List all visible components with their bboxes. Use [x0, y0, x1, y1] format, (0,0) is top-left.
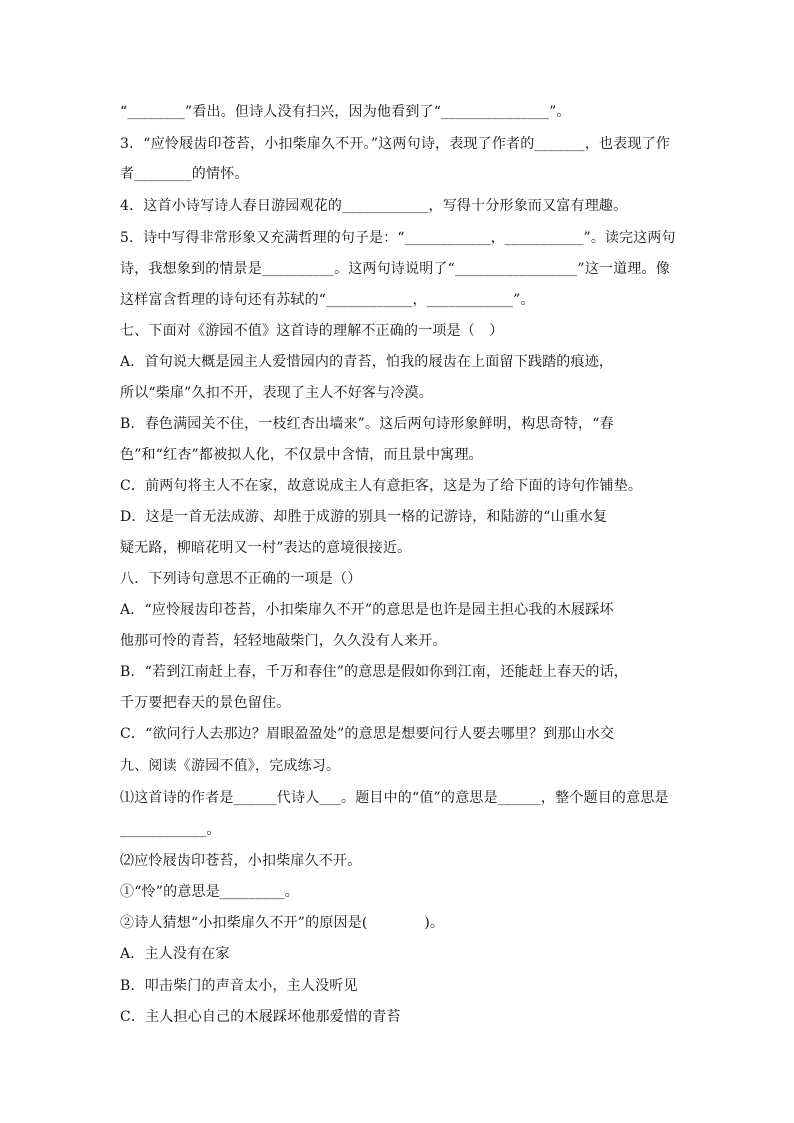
- question-4: 4．这首小诗写诗人春日游园观花的____________，写得十分形象而又富有理趣。: [120, 198, 628, 214]
- section-7-option-a-line-2: 所以“柴扉”久扣不开，表现了主人不好客与冷漠。: [120, 385, 433, 401]
- section-7-option-b-line-1: B．春色满园关不住，一枝红杏出墙来”。这后两句诗形象鲜明，构思奇特，“春: [120, 416, 614, 432]
- section-9-question-2: ⑵应怜屐齿印苍苔，小扣柴扉久不开。: [120, 853, 362, 869]
- section-7-option-a-line-1: A．首句说大概是园主人爱惜园内的青苔，怕我的屐齿在上面留下践踏的痕迹，: [120, 354, 614, 370]
- text-line: “________”看出。但诗人没有扫兴，因为他看到了“_______________”。: [120, 104, 571, 120]
- section-9-question-1-line-2: ____________。: [120, 822, 221, 838]
- section-8-heading: 八．下列诗句意思不正确的一项是（）: [120, 571, 362, 587]
- section-8-option-a-line-1: A．“应怜屐齿印苍苔，小扣柴扉久不开”的意思是也许是园主担心我的木屐踩坏: [120, 602, 614, 618]
- section-9-question-1-line-1: ⑴这首诗的作者是______代诗人___。题目中的“值”的意思是______，整个题目的意思是: [120, 790, 669, 806]
- section-9-option-b: B．叩击柴门的声音太小，主人没听见: [120, 978, 358, 994]
- section-7-option-c: C．前两句将主人不在家，故意说成主人有意拒客，这是为了给下面的诗句作铺垫。: [120, 478, 643, 494]
- section-7-heading: 七、下面对《游园不值》这首诗的理解不正确的一项是（ ）: [120, 323, 504, 339]
- question-5-line-3: 这样富含哲理的诗句还有苏轼的“____________，____________”。: [120, 292, 535, 308]
- section-9-sub-2: ②诗人猜想“小扣柴扉久不开”的原因是( )。: [120, 915, 445, 931]
- section-8-option-b-line-2: 千万要把春天的景色留住。: [120, 695, 291, 711]
- section-8-option-a-line-2: 他那可怜的青苔，轻轻地敲柴门，久久没有人来开。: [120, 633, 447, 649]
- section-8-option-b-line-1: B．“若到江南赶上春，千万和春住”的意思是假如你到江南，还能赶上春天的话，: [120, 664, 629, 680]
- section-9-heading: 九、阅读《游园不值》，完成练习。: [120, 758, 341, 774]
- question-5-line-1: 5．诗中写得非常形象又充满哲理的句子是：“____________，___________”。读完这两句: [120, 230, 676, 246]
- section-7-option-d-line-2: 疑无路，柳暗花明又一村”表达的意境很接近。: [120, 540, 412, 556]
- section-9-option-c: C．主人担心自己的木屐踩坏他那爱惜的青苔: [120, 1009, 401, 1025]
- question-3-line-2: 者________的情怀。: [120, 166, 249, 182]
- question-5-line-2: 诗，我想象到的情景是__________。这两句诗说明了“_________________”这一道理。像: [120, 261, 670, 277]
- section-9-sub-1: ①“怜”的意思是_________。: [120, 884, 299, 900]
- section-7-option-d-line-1: D．这是一首无法成游、却胜于成游的别具一格的记游诗，和陆游的“山重水复: [120, 509, 608, 525]
- section-7-option-b-line-2: 色”和“红杏”都被拟人化，不仅景中含情，而且景中寓理。: [120, 447, 483, 463]
- section-8-option-c: C．“欲问行人去那边？眉眼盈盈处”的意思是想要问行人要去哪里？到那山水交: [120, 726, 615, 742]
- question-3-line-1: 3．“应怜屐齿印苍苔，小扣柴扉久不开。”这两句诗，表现了作者的_______，也表现了作: [120, 136, 671, 152]
- section-9-option-a: A．主人没有在家: [120, 946, 230, 962]
